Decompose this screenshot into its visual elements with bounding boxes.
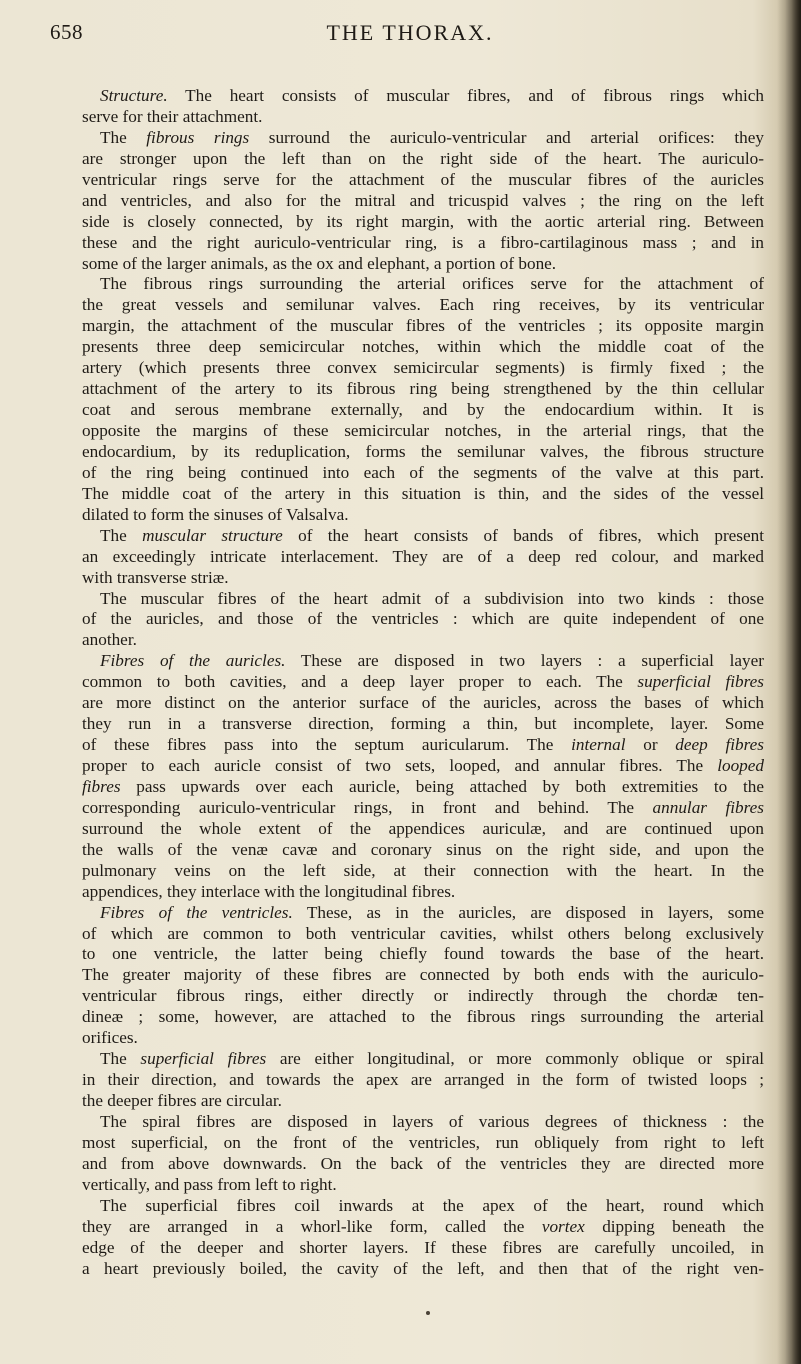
text-line xyxy=(82,274,764,295)
text-run: dineæ ; some, however, are attached to the fibrous rings surrounding the arterial xyxy=(82,1007,764,1027)
text-run: are either longitudinal, or more commonly oblique or spiral xyxy=(266,1049,764,1069)
text-line xyxy=(82,1238,764,1259)
text-run: The middle coat of the artery in this situation is thin, and the sides of the vessel xyxy=(82,483,764,503)
italic-text-run: deep fibres xyxy=(675,735,764,755)
text-run: opposite the margins of these semicircular notches, in the arterial rings, that the xyxy=(82,421,764,440)
text-run: they run in a transverse direction, forming a thin, but incomplete, layer. Some xyxy=(82,714,764,734)
text-run: ventricular rings serve for the attachment of the muscular fibres of the auricles xyxy=(82,169,764,189)
text-line xyxy=(82,1259,764,1280)
text-run: are stronger upon the left than on the right side of the heart. The auriculo- xyxy=(82,148,764,168)
body-text xyxy=(82,86,764,1279)
text-run: some of the larger animals, as the ox and elephant, a portion of bone. xyxy=(82,253,557,273)
text-run: These, as in the auricles, are disposed in layers, some xyxy=(292,902,764,922)
italic-text-run: fibrous rings xyxy=(146,127,250,147)
text-line xyxy=(82,463,764,484)
text-line xyxy=(82,798,764,819)
text-line xyxy=(82,965,764,986)
text-line xyxy=(82,819,764,840)
text-run: another. xyxy=(82,630,137,650)
italic-text-run: Fibres of the ventricles. xyxy=(100,902,293,922)
text-line xyxy=(82,233,764,254)
text-run: most superficial, on the front of the ventricles, run obliquely from right to left xyxy=(82,1132,764,1152)
italic-text-run: superficial fibres xyxy=(637,672,764,692)
text-run: the great vessels and semilunar valves. Each ring receives, by its ventricular xyxy=(82,295,764,315)
text-run: of the auricles, and those of the ventricles : which are quite independent of one xyxy=(82,609,764,629)
text-run: endocardium, by its reduplication, forms the semilunar valves, the fibrous structure xyxy=(82,441,764,461)
text-run: serve for their attachment. xyxy=(82,106,263,126)
text-line xyxy=(82,526,764,547)
text-run: The superficial fibres coil inwards at the apex of the heart, round which xyxy=(100,1195,764,1215)
text-line xyxy=(82,107,764,128)
italic-text-run: looped xyxy=(717,756,764,775)
text-run: dilated to form the sinuses of Valsalva. xyxy=(82,504,349,524)
text-run: of which are common to both ventricular cavities, whilst others belong exclusively xyxy=(82,923,764,943)
text-line xyxy=(82,1070,764,1091)
text-line xyxy=(82,254,764,275)
text-run: the walls of the venæ cavæ and coronary sinus on the right side, and upon the xyxy=(82,839,764,859)
text-line xyxy=(82,421,764,442)
text-run: attachment of the artery to its fibrous ring being strengthened by the thin cellular xyxy=(82,379,764,399)
text-line xyxy=(82,191,764,212)
text-run: These are disposed in two layers : a superficial layer xyxy=(285,651,764,671)
text-line xyxy=(82,651,764,672)
text-line xyxy=(82,1028,764,1049)
text-run: appendices, they interlace with the longitudinal fibres. xyxy=(82,881,456,901)
text-line xyxy=(82,149,764,170)
text-line xyxy=(82,714,764,735)
italic-text-run: muscular structure xyxy=(142,525,283,545)
text-run: of these fibres pass into the septum auricularum. The xyxy=(82,735,572,755)
text-line xyxy=(82,756,764,777)
text-line xyxy=(82,609,764,630)
text-line xyxy=(82,316,764,337)
text-line xyxy=(82,944,764,965)
text-run: a heart previously boiled, the cavity of the left, and then that of the right ven- xyxy=(82,1258,764,1278)
italic-text-run: internal xyxy=(571,735,626,755)
text-line xyxy=(82,547,764,568)
text-line xyxy=(82,735,764,756)
text-run: The spiral fibres are disposed in layers of various degrees of thickness : the xyxy=(100,1111,764,1131)
text-line xyxy=(82,924,764,945)
page-header xyxy=(50,20,770,48)
text-run: artery (which presents three convex semicircular segments) is firmly fixed ; the xyxy=(82,358,764,378)
text-line xyxy=(82,777,764,798)
text-run: margin, the attachment of the muscular fibres of the ventricles ; its opposite margin xyxy=(82,316,764,336)
text-run: The xyxy=(100,1049,141,1069)
text-line xyxy=(82,1112,764,1133)
text-run: of the ring being continued into each of the segments of the valve at this part. xyxy=(82,462,764,482)
italic-text-run: Structure. xyxy=(100,86,168,105)
text-line xyxy=(82,1091,764,1112)
text-line xyxy=(82,1175,764,1196)
text-run: are more distinct on the anterior surface of the auricles, across the bases of which xyxy=(82,693,764,713)
text-line xyxy=(82,1007,764,1028)
text-run: the deeper fibres are circular. xyxy=(82,1091,282,1110)
text-run: ventricular fibrous rings, either directly or indirectly through the chordæ ten- xyxy=(82,986,764,1006)
text-run: in their direction, and towards the apex are arranged in the form of twisted loops ; xyxy=(82,1070,764,1090)
text-run: The xyxy=(100,525,143,545)
text-line xyxy=(82,128,764,149)
text-run: The greater majority of these fibres are connected by both ends with the auriculo- xyxy=(82,965,764,985)
text-line xyxy=(82,295,764,316)
text-run: pulmonary veins on the left side, at their connection with the heart. In the xyxy=(82,860,764,880)
text-line xyxy=(82,903,764,924)
text-line xyxy=(82,1133,764,1154)
text-run: presents three deep semicircular notches, within which the middle coat of the xyxy=(82,337,764,357)
text-run: corresponding auriculo-ventricular rings, in front and behind. The xyxy=(82,797,653,817)
text-run: side is closely connected, by its right margin, with the aortic arterial ring. Between xyxy=(82,211,764,231)
text-line xyxy=(82,1217,764,1238)
text-line xyxy=(82,1196,764,1217)
text-run: they are arranged in a whorl-like form, called the xyxy=(82,1216,542,1236)
text-line xyxy=(82,442,764,463)
text-line xyxy=(82,212,764,233)
text-line xyxy=(82,337,764,358)
text-run: vertically, and pass from left to right. xyxy=(82,1174,337,1194)
text-run: and ventricles, and also for the mitral and tricuspid valves ; the ring on the left xyxy=(82,190,764,210)
text-run: these and the right auriculo-ventricular ring, is a fibro-cartilaginous mass ; and in xyxy=(82,232,764,252)
text-line xyxy=(82,861,764,882)
text-run: edge of the deeper and shorter layers. If these fibres are carefully uncoiled, in xyxy=(82,1237,764,1257)
text-line xyxy=(82,882,764,903)
text-run: an exceedingly intricate interlacement. They are of a deep red colour, and marked xyxy=(82,546,764,566)
italic-text-run: vortex xyxy=(541,1216,585,1236)
text-run: orifices. xyxy=(82,1028,138,1048)
italic-text-run: superficial fibres xyxy=(140,1049,267,1069)
page-edge-shadow xyxy=(777,0,801,1364)
text-line xyxy=(82,630,764,651)
text-line xyxy=(82,86,764,107)
text-line xyxy=(82,672,764,693)
text-run: proper to each auricle consist of two sets, looped, and annular fibres. The xyxy=(82,756,718,775)
text-run: The heart consists of muscular fibres, and of fibrous rings which xyxy=(167,86,764,105)
text-line xyxy=(82,484,764,505)
text-line xyxy=(82,505,764,526)
text-line xyxy=(82,568,764,589)
text-run: or xyxy=(625,735,676,755)
text-run: The xyxy=(100,127,147,147)
text-run: common to both cavities, and a deep layer proper to each. The xyxy=(82,672,638,692)
italic-text-run: annular fibres xyxy=(652,797,764,817)
running-title: THE THORAX. xyxy=(326,20,494,45)
text-line xyxy=(82,358,764,379)
text-run: of the heart consists of bands of fibres, which present xyxy=(282,525,764,545)
text-line xyxy=(82,400,764,421)
text-line xyxy=(82,589,764,610)
text-run: to one ventricle, the latter being chiefly found towards the base of the heart. xyxy=(82,944,764,964)
text-line xyxy=(82,379,764,400)
text-run: pass upwards over each auricle, being attached by both extremities to the xyxy=(120,776,764,796)
text-line xyxy=(82,170,764,191)
text-run: and from above downwards. On the back of the ventricles they are directed more xyxy=(82,1153,764,1173)
italic-text-run: Fibres of the auricles. xyxy=(100,651,286,671)
page-number: 658 xyxy=(50,20,83,44)
text-line xyxy=(82,1154,764,1175)
text-run: surround the auriculo-ventricular and arterial orifices: they xyxy=(249,127,764,147)
text-line xyxy=(82,693,764,714)
text-run: with transverse striæ. xyxy=(82,567,229,587)
text-run: surround the whole extent of the appendices auriculæ, and are continued upon xyxy=(82,818,764,838)
text-run: dipping beneath the xyxy=(584,1216,764,1236)
text-line xyxy=(82,986,764,1007)
text-run: coat and serous membrane externally, and by the endocardium within. It is xyxy=(82,400,764,420)
print-speck xyxy=(426,1311,430,1315)
text-run: The muscular fibres of the heart admit of a subdivision into two kinds : those xyxy=(100,588,764,608)
text-line xyxy=(82,840,764,861)
text-line xyxy=(82,1049,764,1070)
italic-text-run: fibres xyxy=(82,776,121,796)
text-run: The fibrous rings surrounding the arterial orifices serve for the attachment of xyxy=(100,274,764,294)
